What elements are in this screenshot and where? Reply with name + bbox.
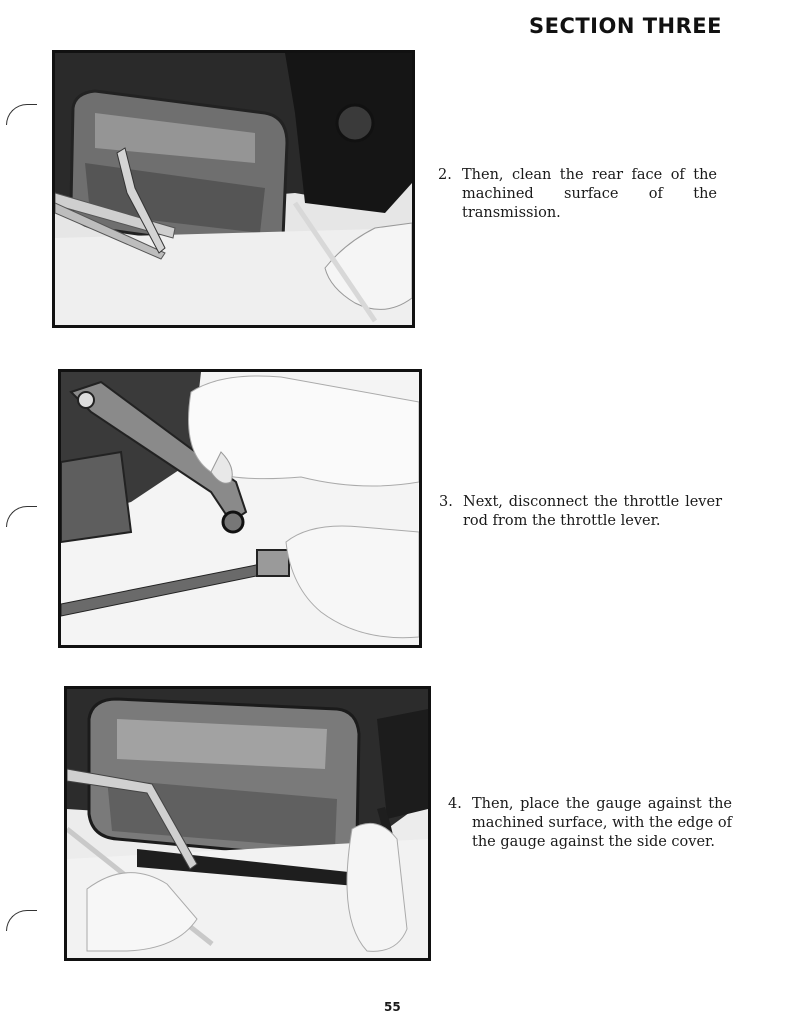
step-4-text	[448, 795, 732, 852]
step-3-body: Next, disconnect the throttle lever rod from the throttle lever.	[463, 494, 722, 529]
step-2-body: Then, clean the rear face of the machined surface of the transmission.	[462, 167, 717, 221]
page-number: 55	[384, 1000, 401, 1014]
punch-hole-mark-middle	[6, 506, 37, 527]
step-4-number: 4.	[448, 796, 462, 812]
step-4-body: Then, place the gauge against the machined surface, with the edge of the gauge against the side cover.	[472, 796, 732, 850]
step-3-text	[439, 493, 722, 531]
punch-hole-mark-bottom	[6, 910, 37, 931]
photo-disconnect-throttle-rod	[58, 369, 422, 648]
photo-place-gauge	[64, 686, 431, 961]
section-title: SECTION THREE	[528, 14, 722, 38]
step-2-number: 2.	[438, 167, 452, 183]
step-3-number: 3.	[439, 494, 453, 510]
punch-hole-mark-top	[6, 104, 37, 125]
step-2-text	[438, 166, 717, 223]
photo-clean-rear-face	[52, 50, 415, 328]
